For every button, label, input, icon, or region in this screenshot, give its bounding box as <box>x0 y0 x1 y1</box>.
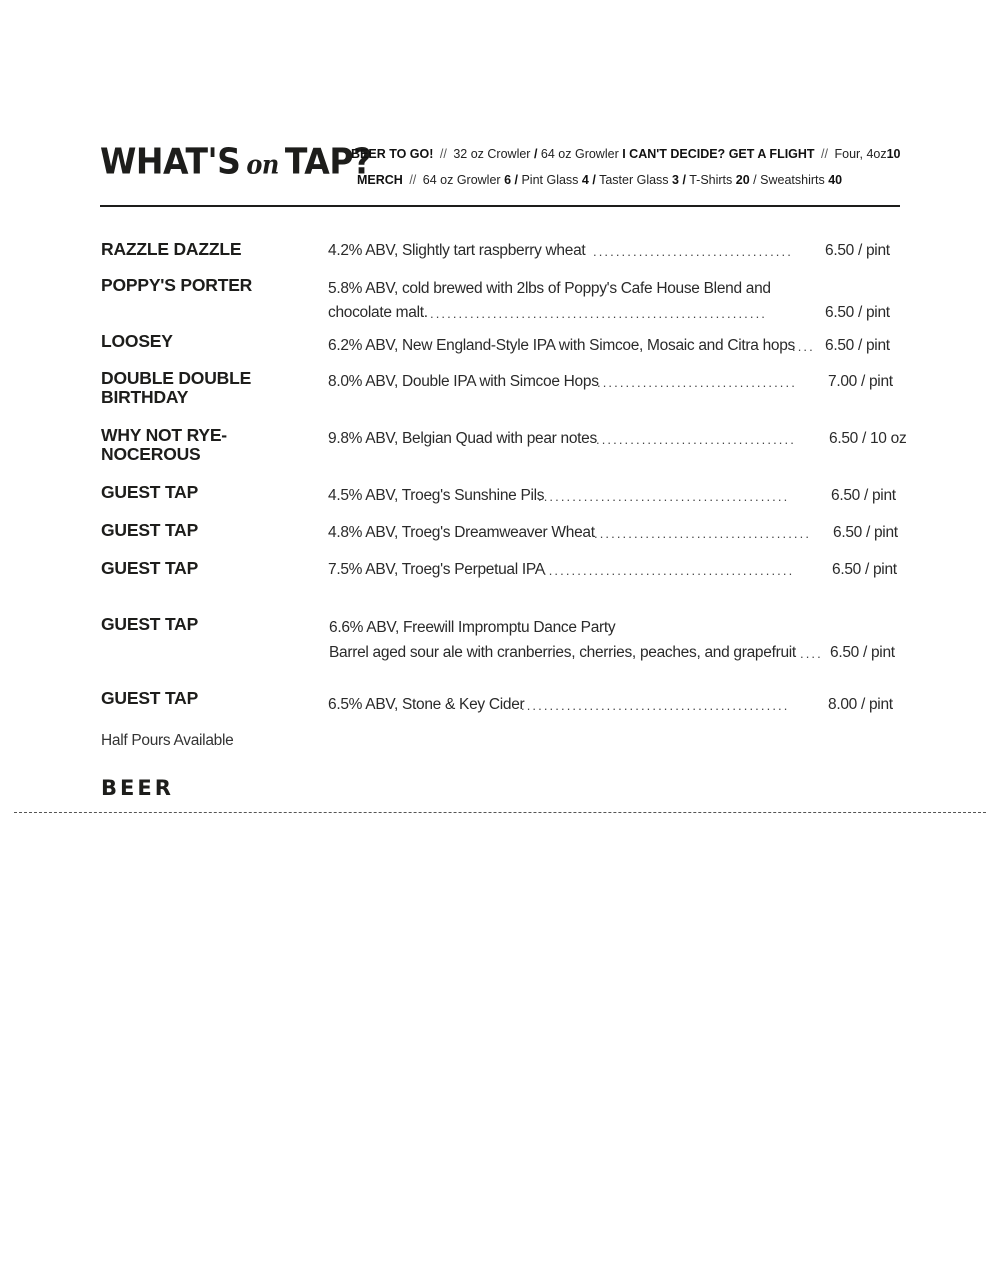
tshirts-price: 20 <box>735 173 750 187</box>
dot-leader: ...................................... <box>594 526 812 541</box>
beer-price: 6.50 / pint <box>831 487 896 504</box>
merch-label: MERCH <box>357 173 403 187</box>
merch-line <box>357 173 842 187</box>
page-title <box>100 140 372 182</box>
beer-name: GUEST TAP <box>101 614 199 634</box>
slash: / <box>753 173 757 187</box>
beer-name: LOOSEY <box>101 331 173 351</box>
beer-price: 6.50 / pint <box>825 304 890 321</box>
beer-price: 6.50 / pint <box>825 337 890 354</box>
pint-glass-price: 4 <box>581 173 589 187</box>
slash: / <box>533 147 538 161</box>
beer-description: 8.0% ABV, Double IPA with Simcoe Hops <box>328 373 599 390</box>
beer-description: 6.5% ABV, Stone & Key Cider <box>328 696 525 713</box>
separator: // <box>821 147 828 161</box>
beer-description-cont: chocolate malt. <box>328 304 428 321</box>
taster-glass-label: Taster Glass <box>599 173 669 187</box>
beer-description: 5.8% ABV, cold brewed with 2lbs of Poppy's Cafe House Blend and <box>328 280 771 297</box>
growler-label: 64 oz Growler <box>540 147 619 161</box>
dot-leader: ........................................................... <box>430 306 767 321</box>
beer-price: 6.50 / pint <box>825 242 890 259</box>
beer-description: 4.8% ABV, Troeg's Dreamweaver Wheat <box>328 524 595 541</box>
merch-growler-label: 64 oz Growler <box>422 173 501 187</box>
dot-leader: ................................... <box>597 375 797 390</box>
dot-leader: ............................................ <box>538 489 790 504</box>
beer-to-go-label: BEER TO GO! <box>351 147 434 161</box>
beer-name-cont: NOCEROUS <box>101 444 201 464</box>
cant-decide-label: I CAN'T DECIDE? <box>622 147 726 161</box>
title-on: on <box>246 148 279 180</box>
beer-description: 7.5% ABV, Troeg's Perpetual IPA <box>328 561 545 578</box>
beer-price: 6.50 / pint <box>832 561 897 578</box>
dot-leader: ................................... <box>596 432 796 447</box>
beer-price: 8.00 / pint <box>828 696 893 713</box>
get-flight-label: GET A FLIGHT <box>728 147 815 161</box>
beer-description-cont: Barrel aged sour ale with cranberries, cherries, peaches, and grapefruit <box>329 644 796 661</box>
taster-glass-price: 3 <box>672 173 679 187</box>
tshirts-label: T-Shirts <box>689 173 733 187</box>
beer-description: 6.2% ABV, New England-Style IPA with Simcoe, Mosaic and Citra hops <box>328 337 795 354</box>
crowler-label: 32 oz Crowler <box>453 147 531 161</box>
half-pours-note: Half Pours Available <box>101 732 234 749</box>
title-tap: TAP? <box>284 140 372 183</box>
beer-name: GUEST TAP <box>101 520 199 540</box>
slash: / <box>682 173 686 187</box>
beer-logo: BEER <box>101 776 174 800</box>
slash: / <box>592 173 596 187</box>
separator: // <box>409 173 417 187</box>
beer-description: 4.5% ABV, Troeg's Sunshine Pils <box>328 487 545 504</box>
sweatshirts-price: 40 <box>828 173 843 187</box>
beer-name: GUEST TAP <box>101 482 199 502</box>
beer-price: 7.00 / pint <box>828 373 893 390</box>
cut-line <box>14 812 986 813</box>
pint-glass-label: Pint Glass <box>521 173 579 187</box>
header-divider <box>100 205 900 207</box>
sweatshirts-label: Sweatshirts <box>760 173 825 187</box>
beer-price: 6.50 / pint <box>830 644 895 661</box>
slash: / <box>514 173 518 187</box>
dot-leader: .... <box>800 646 823 661</box>
beer-name: DOUBLE DOUBLE <box>101 368 252 388</box>
title-whats: WHAT'S <box>100 140 241 183</box>
merch-growler-price: 6 <box>504 173 512 187</box>
beer-description: 4.2% ABV, Slightly tart raspberry wheat <box>328 242 586 259</box>
beer-price: 6.50 / 10 oz <box>829 430 907 447</box>
beer-description: 9.8% ABV, Belgian Quad with pear notes <box>328 430 597 447</box>
beer-price: 6.50 / pint <box>833 524 898 541</box>
beer-name-cont: BIRTHDAY <box>101 387 189 407</box>
beer-name: GUEST TAP <box>101 558 199 578</box>
beer-name: POPPY'S PORTER <box>101 275 253 295</box>
beer-description: 6.6% ABV, Freewill Impromptu Dance Party <box>329 619 616 636</box>
beer-name: GUEST TAP <box>101 688 199 708</box>
beer-name: WHY NOT RYE- <box>101 425 227 445</box>
beer-name: RAZZLE DAZZLE <box>101 239 242 259</box>
flight-label: Four, 4oz <box>834 147 887 161</box>
separator: // <box>439 147 447 161</box>
dot-leader: .... <box>792 339 815 354</box>
beer-to-go-line <box>351 147 901 161</box>
dot-leader: ............................................... <box>521 698 790 713</box>
flight-price: 10 <box>886 147 901 161</box>
dot-leader: ................................... <box>593 244 793 259</box>
dot-leader: ............................................ <box>543 563 795 578</box>
